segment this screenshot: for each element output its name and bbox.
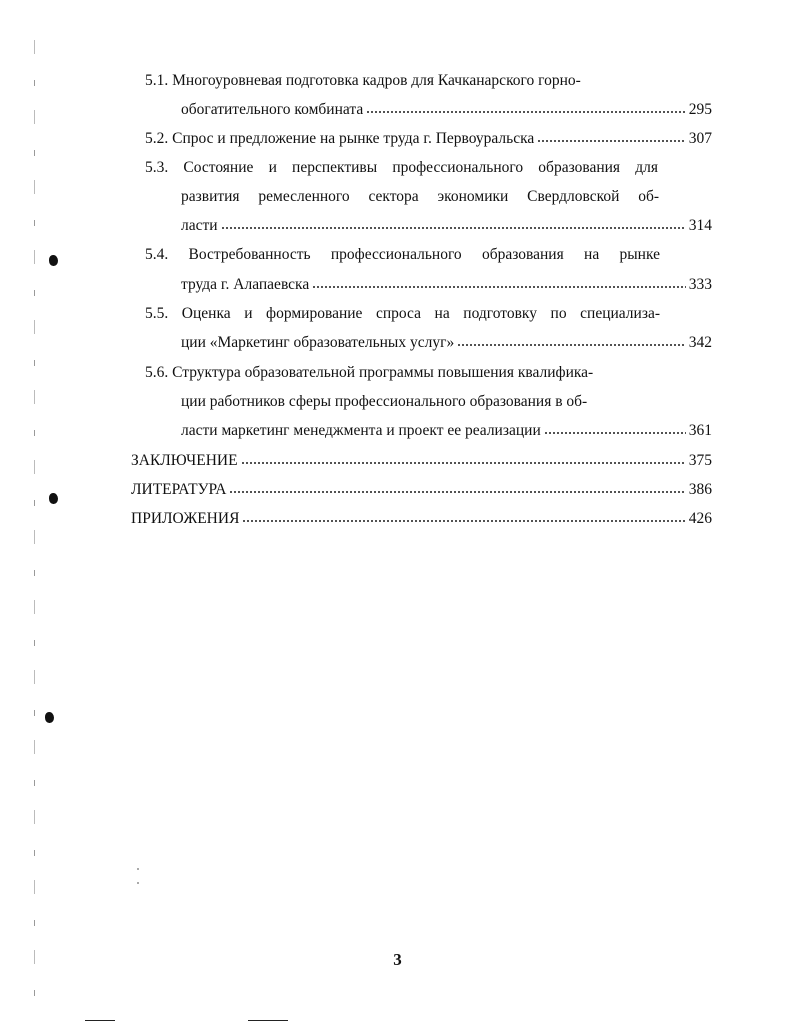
toc-leader-dots <box>242 513 685 523</box>
toc-leader-dots <box>457 337 686 347</box>
toc-entry-5-3-line-2 <box>181 186 659 208</box>
toc-leader-dots <box>544 425 686 435</box>
toc-page-number: 375 <box>688 452 712 469</box>
scan-line-artifact <box>248 1020 288 1021</box>
toc-leader-dots <box>366 104 686 114</box>
toc-entry-5-2[interactable] <box>145 128 712 150</box>
page-number: 3 <box>393 950 402 969</box>
toc-entry-text: ласти <box>181 217 218 234</box>
toc-entry-text: труда г. Алапаевска <box>181 276 310 293</box>
toc-entry-appendices[interactable] <box>131 508 712 530</box>
toc-entry-text: 5.4. Востребованность профессионального образования на рынке <box>145 246 660 263</box>
toc-page-number: 333 <box>688 276 712 293</box>
toc-entry-5-6-line-2 <box>181 391 641 413</box>
toc-entry-text: ЗАКЛЮЧЕНИЕ <box>131 452 238 469</box>
punch-hole-mark <box>49 255 58 266</box>
toc-page-number: 386 <box>688 481 712 498</box>
toc-entry-text: 5.6. Структура образовательной программы повышения квалифика- <box>145 364 594 381</box>
toc-entry-5-5-line-2[interactable] <box>181 332 712 354</box>
scan-speck <box>137 882 139 884</box>
toc-entry-text: развития ремесленного сектора экономики Свердловской об- <box>181 188 659 205</box>
scan-speck <box>137 868 139 870</box>
punch-hole-mark <box>49 493 58 504</box>
toc-entry-text: ласти маркетинг менеджмента и проект ее реализации <box>181 422 541 439</box>
scan-line-artifact <box>85 1020 115 1021</box>
toc-entry-5-5-line-1 <box>145 303 660 325</box>
toc-entry-text: обогатительного комбината <box>181 101 364 118</box>
toc-leader-dots <box>241 455 686 465</box>
toc-entry-5-3-line-3[interactable] <box>181 215 712 237</box>
toc-entry-text: ПРИЛОЖЕНИЯ <box>131 510 240 527</box>
toc-entry-literature[interactable] <box>131 479 712 501</box>
toc-entry-text: ЛИТЕРАТУРА <box>131 481 227 498</box>
toc-entry-conclusion[interactable] <box>131 450 712 472</box>
toc-entry-5-1-line-2[interactable] <box>181 99 712 121</box>
toc-entry-5-1-line-1 <box>145 70 635 92</box>
toc-entry-text: 5.2. Спрос и предложение на рынке труда г. Первоуральска <box>145 130 535 147</box>
toc-entry-text: 5.5. Оценка и формирование спроса на подготовку по специализа- <box>145 305 660 322</box>
toc-page-number: 426 <box>688 510 712 527</box>
toc-entry-text: ции работников сферы профессионального образования в об- <box>181 393 588 410</box>
toc-page-number: 314 <box>688 217 712 234</box>
toc-leader-dots <box>229 484 685 494</box>
toc-entry-text: 5.1. Многоуровневая подготовка кадров для Качканарского горно- <box>145 72 581 89</box>
toc-page-number: 342 <box>688 334 712 351</box>
toc-page-number: 307 <box>688 130 712 147</box>
toc-leader-dots <box>537 133 685 143</box>
toc-entry-text: 5.3. Состояние и перспективы профессионального образования для <box>145 159 658 176</box>
toc-entry-5-6-line-1 <box>145 362 657 384</box>
toc-entry-5-6-line-3[interactable] <box>181 420 712 442</box>
scan-edge-artifact <box>34 40 35 1000</box>
toc-entry-5-4-line-2[interactable] <box>181 274 712 296</box>
toc-leader-dots <box>312 279 686 289</box>
toc-entry-5-4-line-1 <box>145 244 660 266</box>
toc-entry-text: ции «Маркетинг образовательных услуг» <box>181 334 455 351</box>
punch-hole-mark <box>45 712 54 723</box>
toc-entry-5-3-line-1 <box>145 157 658 179</box>
toc-page-number: 295 <box>688 101 712 118</box>
toc-leader-dots <box>221 220 686 230</box>
toc-page-number: 361 <box>688 422 712 439</box>
